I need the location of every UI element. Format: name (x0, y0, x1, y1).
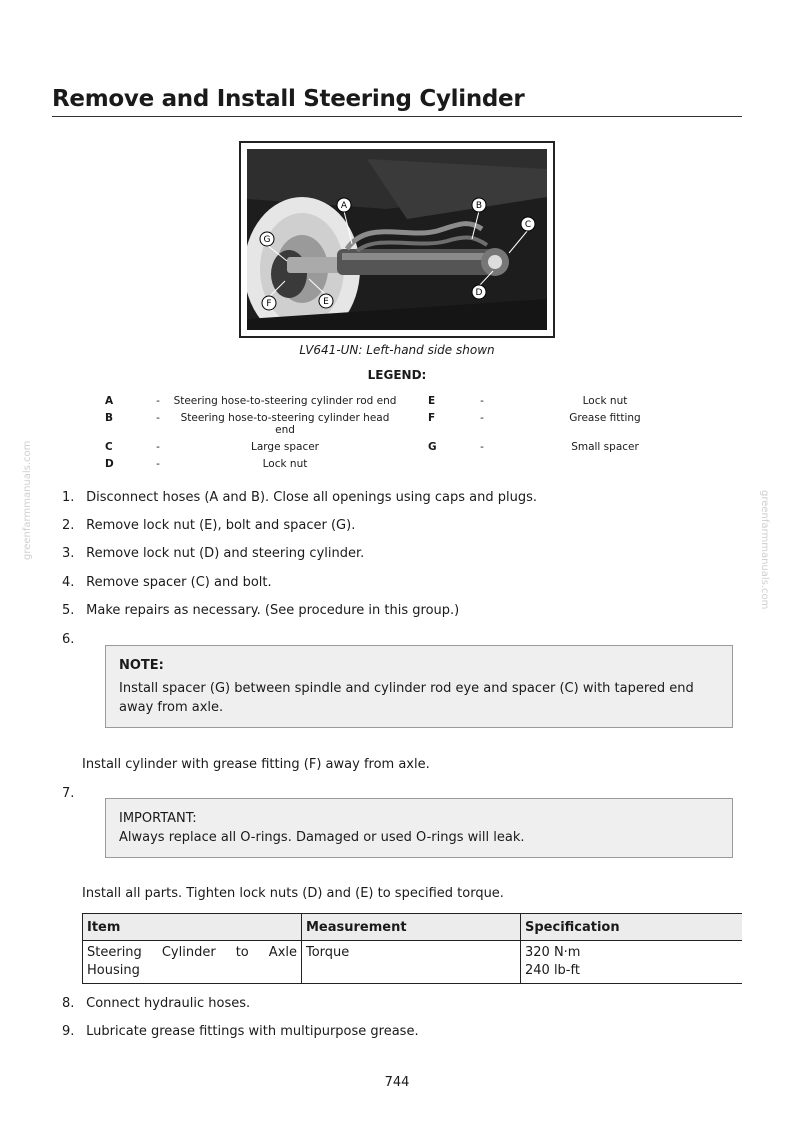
legend-desc: Lock nut (582, 395, 628, 407)
legend-key: E (428, 395, 436, 407)
watermark-right: greenfarmmanuals.com (759, 490, 770, 610)
note-box (105, 645, 733, 728)
watermark-left: greenfarmmanuals.com (22, 440, 33, 560)
legend-dash: - (156, 458, 160, 470)
spec-metric: 320 N·m (525, 945, 581, 960)
callout-g: G (263, 235, 271, 245)
important-body: Always replace all O-rings. Damaged or used O-rings will leak. (119, 830, 525, 845)
legend-desc: Grease fitting (569, 412, 641, 424)
step-text: Make repairs as necessary. (See procedure in this group.) (86, 603, 460, 618)
legend-desc: Steering hose-to-steering cylinder rod end (173, 395, 397, 407)
table-row (83, 941, 743, 984)
step-7 (62, 786, 82, 801)
step-number: 5. (62, 603, 75, 618)
legend-dash: - (480, 412, 484, 424)
step-text: Connect hydraulic hoses. (86, 996, 251, 1011)
column-header-item: Item (83, 914, 302, 941)
step-text: Remove spacer (C) and bolt. (86, 575, 272, 590)
steering-cylinder-figure (239, 141, 555, 338)
legend-desc: Lock nut (262, 458, 308, 470)
legend-dash: - (156, 412, 160, 424)
figure-caption: LV641-UN: Left-hand side shown (299, 343, 495, 357)
callout-d: D (475, 288, 483, 298)
step-number: 1. (62, 490, 75, 505)
step-number: 9. (62, 1024, 75, 1039)
steering-cylinder-photo (247, 149, 547, 330)
step-text: Remove lock nut (E), bolt and spacer (G). (86, 518, 356, 533)
column-header-measurement: Measurement (302, 914, 521, 941)
legend-key: A (105, 395, 114, 407)
cell-specification (521, 941, 743, 984)
step-6 (62, 632, 82, 647)
step-6-text: Install cylinder with grease fitting (F) away from axle. (82, 757, 430, 772)
callout-a: A (340, 201, 348, 211)
legend-desc: Large spacer (251, 441, 319, 453)
legend-desc: Small spacer (571, 441, 639, 453)
legend-dash: - (156, 441, 160, 453)
note-body: Install spacer (G) between spindle and cylinder rod eye and spacer (C) with tapered end away from axle. (119, 681, 694, 715)
column-header-specification: Specification (521, 914, 743, 941)
legend-dash: - (480, 441, 484, 453)
callout-f: F (266, 299, 272, 309)
callout-b: B (475, 201, 483, 211)
legend-dash: - (480, 395, 484, 407)
important-heading: IMPORTANT: (119, 811, 197, 826)
legend-key: C (105, 441, 113, 453)
step-2 (62, 518, 355, 533)
note-heading: NOTE: (119, 658, 164, 673)
legend-title: LEGEND: (367, 368, 427, 382)
cell-measurement: Torque (302, 941, 521, 984)
page-number: 744 (384, 1075, 410, 1090)
step-text: Disconnect hoses (A and B). Close all openings using caps and plugs. (86, 490, 537, 505)
callout-e: E (323, 297, 329, 307)
legend-key: G (428, 441, 437, 453)
legend-key: B (105, 412, 114, 424)
step-3 (62, 546, 364, 561)
step-number: 2. (62, 518, 75, 533)
step-number: 8. (62, 996, 75, 1011)
step-number: 3. (62, 546, 75, 561)
spec-imperial: 240 lb-ft (525, 963, 580, 978)
step-1 (62, 490, 537, 505)
step-number: 7. (62, 786, 75, 801)
legend-desc: Steering hose-to-steering cylinder head end (180, 412, 390, 436)
torque-spec-table (82, 913, 742, 984)
table-header-row (83, 914, 743, 941)
step-8 (62, 996, 250, 1011)
step-text: Lubricate grease fittings with multipurpose grease. (86, 1024, 419, 1039)
step-7-text: Install all parts. Tighten lock nuts (D) and (E) to specified torque. (82, 886, 504, 901)
legend-key: D (105, 458, 114, 470)
step-number: 4. (62, 575, 75, 590)
cell-item: Steering Cylinder to Axle Housing (83, 941, 302, 984)
legend-key: F (428, 412, 436, 424)
important-box (105, 798, 733, 858)
step-5 (62, 603, 459, 618)
step-text: Remove lock nut (D) and steering cylinder. (86, 546, 365, 561)
step-9 (62, 1024, 419, 1039)
step-number: 6. (62, 632, 75, 647)
callout-c: C (524, 220, 532, 230)
legend-dash: - (156, 395, 160, 407)
page-title: Remove and Install Steering Cylinder (52, 86, 742, 117)
step-4 (62, 575, 272, 590)
